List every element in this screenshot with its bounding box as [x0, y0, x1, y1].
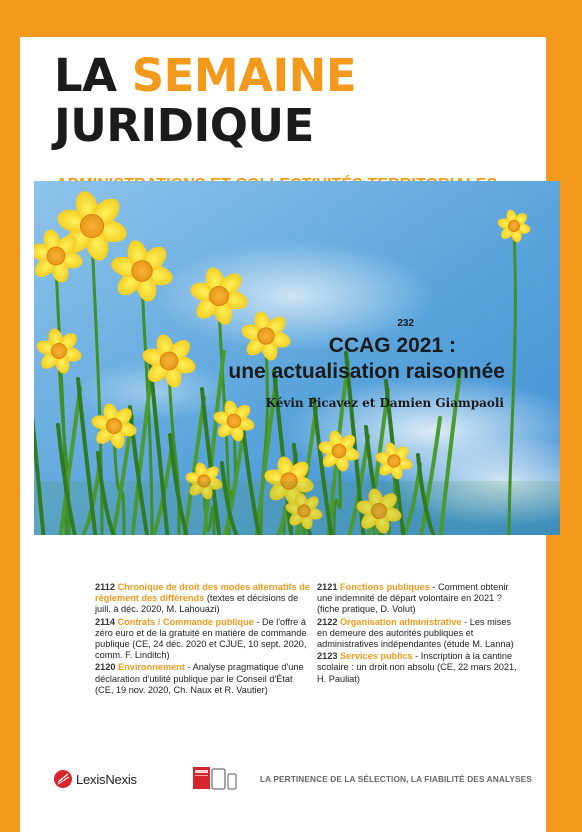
toc-item-separator: - [184, 662, 193, 673]
toc-item[interactable] [95, 662, 311, 696]
toc-item[interactable] [317, 617, 523, 651]
toc-item[interactable] [95, 617, 311, 662]
toc-item-separator: - [429, 582, 439, 592]
toc-item[interactable] [95, 582, 311, 616]
cover-article-block[interactable] [34, 181, 560, 535]
toc-item-heading: Organisation administrative [340, 616, 462, 627]
publisher-logo[interactable] [53, 769, 137, 789]
toc-item-heading: Chronique de droit des modes alternatifs de règlement des différends [95, 582, 310, 604]
article-title-line-2: une actualisation raisonnée [228, 360, 505, 383]
toc-item-number: 2122 [317, 616, 338, 627]
article-number: 232 [397, 318, 414, 329]
devices-icon [192, 765, 238, 791]
toc-item-heading: Contrats / Commande publique [117, 616, 254, 627]
masthead-line-1 [54, 49, 357, 102]
cover-footer [20, 763, 546, 803]
toc-item-number: 2120 [95, 662, 116, 673]
toc-left-column [95, 582, 311, 697]
toc-item-separator: - [412, 651, 421, 662]
toc-item-text: Inscription à la cantine scolaire : un droit non absolu (CE, 22 mars 2021, H. Pauliat) [317, 651, 517, 684]
toc-item-text: Analyse pragmatique d'une déclaration d'utilité publique par le Conseil d'État (CE, 19 nov. 2020, Ch. Naux et R. Vautier) [95, 662, 304, 695]
toc-item-separator: - [253, 616, 262, 627]
article-title-line-1: CCAG 2021 : [328, 334, 456, 357]
toc-item-number: 2114 [95, 616, 115, 627]
toc-right-column [317, 582, 523, 686]
toc-item-number: 2121 [317, 582, 338, 592]
toc-item-separator: - [461, 616, 470, 627]
masthead-la: LA [54, 49, 117, 102]
device-icons [192, 765, 238, 791]
toc-item-number: 2123 [317, 651, 338, 662]
toc-item-text: Comment obtenir une indemnité de départ volontaire en 2021 ? (fiche pratique, D. Volut) [317, 582, 509, 615]
toc-item-text: (textes et décisions de juill. à déc. 2020, M. Lahouazi) [95, 593, 299, 615]
masthead-juridique: JURIDIQUE [54, 99, 314, 152]
toc-item[interactable] [317, 582, 523, 616]
toc-item-heading: Services publics [340, 651, 413, 662]
toc-item-text: De l'offre à zéro euro et de la gratuité en matière de commande publique (CE, 24 déc. 2020 et CJUE, 10 sept. 2020, comm. F. Linditch) [95, 616, 307, 661]
lexisnexis-emblem-icon [53, 769, 73, 789]
toc-item-heading: Fonctions publiques [340, 582, 430, 592]
toc-item-text: Les mises en demeure des autorités publiques et administratives indépendantes (étude M. Lanna) [317, 616, 514, 650]
toc-item-number: 2112 [95, 582, 115, 592]
cover-photo [34, 181, 560, 535]
publisher-name: LexisNexis [76, 771, 137, 787]
publisher-tagline: LA PERTINENCE DE LA SÉLECTION, LA FIABILITÉ DES ANALYSES [260, 774, 532, 784]
article-authors: Kévin Picavez et Damien Giampaoli [265, 396, 504, 410]
toc-item[interactable] [317, 651, 523, 685]
toc-item-heading: Environnement [118, 662, 185, 673]
masthead-semaine: SEMAINE [131, 49, 357, 102]
